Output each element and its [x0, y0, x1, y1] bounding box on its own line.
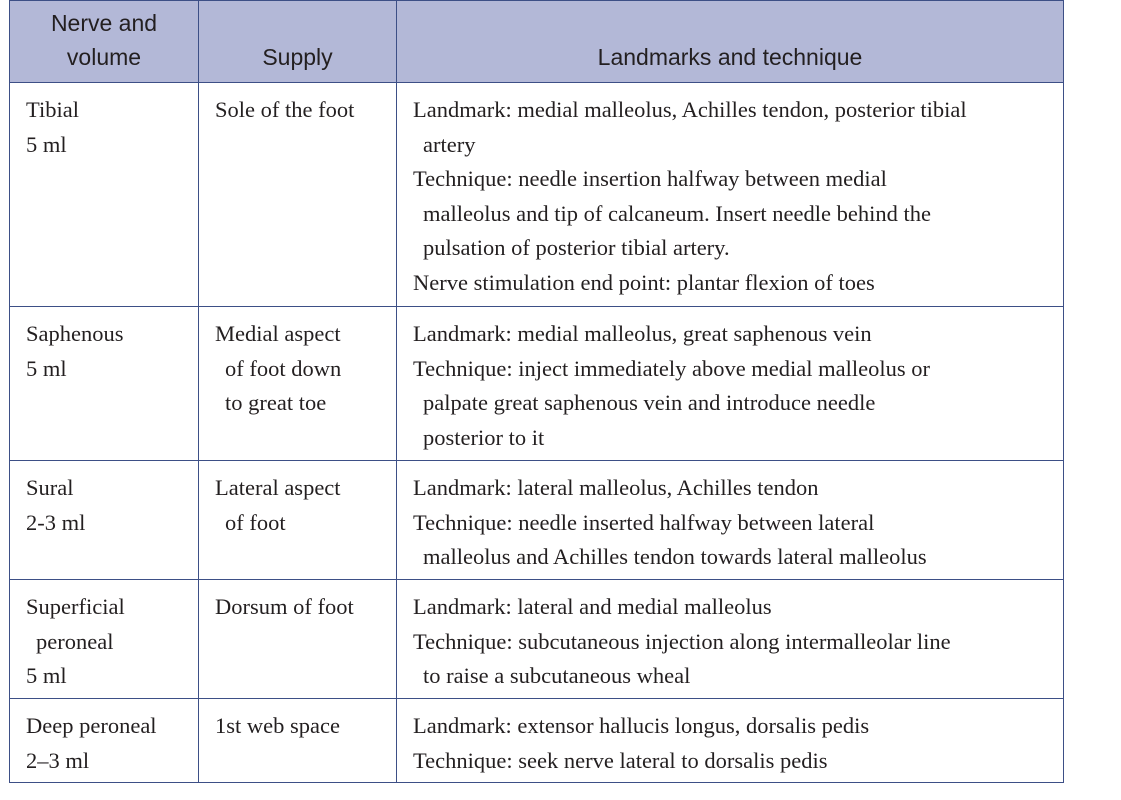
stimulation-line: Nerve stimulation end point: plantar flexion of toes: [413, 269, 875, 295]
table-row-deep-peroneal: [10, 699, 1064, 783]
nerve-cell: [10, 461, 199, 580]
landmark-line: Landmark: medial malleolus, great saphenous vein: [413, 321, 872, 346]
technique-line: Technique: needle insertion halfway between medial: [413, 166, 887, 191]
nerve-volume: 2-3 ml: [26, 509, 86, 535]
nerve-cell: [10, 699, 199, 783]
supply-text: Medial aspect: [215, 321, 341, 346]
landmarks-cell: [397, 580, 1064, 699]
table-row-sural: [10, 461, 1064, 580]
nerve-name: Saphenous: [26, 321, 124, 346]
nerve-name: Superficial: [26, 594, 125, 619]
landmark-line: Landmark: lateral malleolus, Achilles tendon: [413, 475, 819, 500]
supply-text: Lateral aspect: [215, 475, 341, 500]
landmark-line: Landmark: extensor hallucis longus, dorsalis pedis: [413, 713, 870, 738]
supply-cell: [199, 307, 397, 461]
landmarks-cell: [397, 699, 1064, 783]
landmarks-cell: [397, 307, 1064, 461]
supply-text: Sole of the foot: [215, 97, 355, 122]
supply-cell: [199, 580, 397, 699]
table-row-saphenous: [10, 307, 1064, 461]
technique-line: Technique: needle inserted halfway between lateral: [413, 509, 875, 535]
technique-line: to raise a subcutaneous wheal: [423, 663, 691, 688]
header-nerve-line1: Nerve and: [50, 10, 158, 36]
nerve-cell: [10, 307, 199, 461]
technique-line: pulsation of posterior tibial artery.: [423, 235, 730, 260]
landmark-line: Landmark: lateral and medial malleolus: [413, 594, 772, 619]
supply-text: of foot: [225, 509, 286, 535]
technique-line: palpate great saphenous vein and introduce needle: [423, 390, 876, 415]
technique-line: Technique: seek nerve lateral to dorsalis pedis: [413, 747, 828, 773]
nerve-cell: [10, 83, 199, 307]
header-landmarks-technique: Landmarks and technique: [397, 1, 1064, 83]
technique-line: Technique: inject immediately above medial malleolus or: [413, 355, 931, 381]
nerve-volume: 2–3 ml: [26, 747, 90, 773]
supply-cell: [199, 83, 397, 307]
header-nerve-line2: volume: [66, 44, 142, 70]
landmarks-cell: [397, 83, 1064, 307]
table-row-tibial: [10, 83, 1064, 307]
nerve-block-table: [9, 0, 1064, 783]
technique-line: malleolus and Achilles tendon towards lateral malleolus: [423, 544, 927, 569]
supply-text: to great toe: [225, 390, 327, 415]
technique-line: malleolus and tip of calcaneum. Insert needle behind the: [423, 200, 931, 226]
nerve-volume: 5 ml: [26, 663, 67, 688]
supply-text: of foot down: [225, 355, 342, 381]
landmark-line: artery: [423, 131, 476, 157]
technique-line: posterior to it: [423, 424, 545, 450]
nerve-name: peroneal: [36, 628, 114, 654]
nerve-name: Tibial: [26, 97, 79, 122]
nerve-name: Sural: [26, 475, 74, 500]
header-supply: Supply: [199, 1, 397, 83]
landmark-line: Landmark: medial malleolus, Achilles tendon, posterior tibial: [413, 97, 967, 122]
supply-cell: [199, 699, 397, 783]
table-row-superficial-peroneal: [10, 580, 1064, 699]
supply-cell: [199, 461, 397, 580]
nerve-cell: [10, 580, 199, 699]
technique-line: Technique: subcutaneous injection along intermalleolar line: [413, 628, 951, 654]
header-row: [10, 1, 1064, 83]
landmarks-cell: [397, 461, 1064, 580]
supply-text: 1st web space: [215, 713, 340, 738]
nerve-name: Deep peroneal: [26, 713, 157, 738]
header-nerve-volume: [10, 1, 199, 83]
nerve-volume: 5 ml: [26, 131, 67, 157]
supply-text: Dorsum of foot: [215, 594, 354, 619]
nerve-volume: 5 ml: [26, 355, 67, 381]
